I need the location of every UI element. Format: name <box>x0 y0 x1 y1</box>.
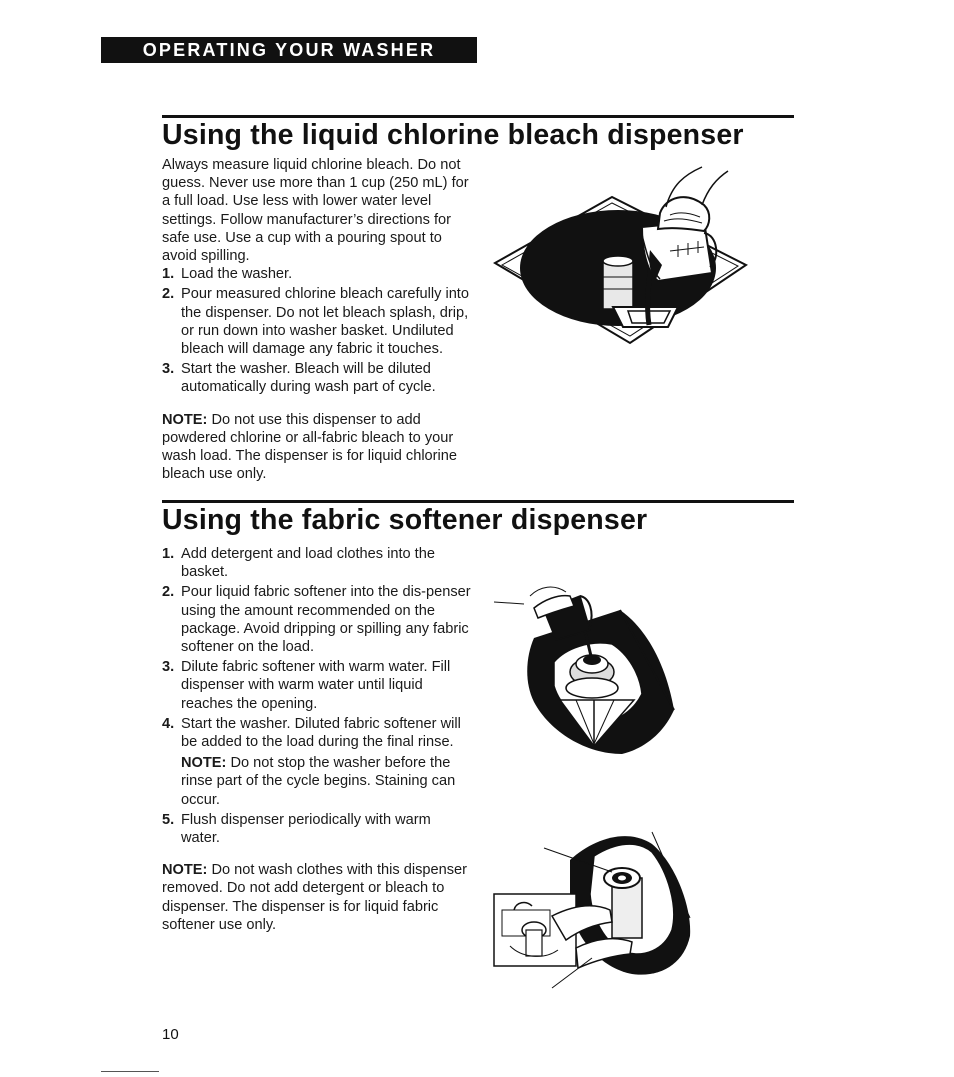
bleach-step <box>162 265 472 283</box>
softener-step <box>162 583 472 656</box>
step-number: 4. <box>162 715 175 732</box>
bleach-note <box>162 411 472 484</box>
softener-steps <box>162 545 472 847</box>
bleach-dispenser-illustration <box>490 155 760 360</box>
softener-section-title: Using the fabric softener dispenser <box>162 504 648 536</box>
bleach-section-title: Using the liquid chlorine bleach dispenser <box>162 119 744 151</box>
step-text: Add detergent and load clothes into the basket. <box>181 546 435 581</box>
softener-step <box>162 811 472 847</box>
step-number: 2. <box>162 286 175 303</box>
bleach-text-block <box>162 156 472 483</box>
step-4-note <box>181 754 472 809</box>
step-number: 1. <box>162 266 175 283</box>
step-text: Pour measured chlorine bleach carefully into the dispenser. Do not let bleach splash, drip, or run down into washer basket. Undiluted bleach will damage any fabric it touches. <box>181 286 469 358</box>
bottom-edge-mark <box>101 1071 159 1072</box>
step-number: 2. <box>162 584 175 601</box>
step-text: Start the washer. Diluted fabric softener will be added to the load during the final rinse. <box>181 715 461 751</box>
bleach-step <box>162 360 472 396</box>
step-text: Load the washer. <box>181 266 293 283</box>
step-text: Dilute fabric softener with warm water. Fill dispenser with warm water until liquid reaches the opening. <box>181 659 451 712</box>
section-header-bar <box>101 37 477 63</box>
section-header-label: OPERATING YOUR WASHER <box>142 40 436 60</box>
note-text: Do not stop the washer before the rinse part of the cycle begins. Staining can occur. <box>181 755 456 808</box>
step-text: Pour liquid fabric softener into the dis-penser using the amount recommended on the package. Avoid dripping or spilling any fabric softener on the load. <box>181 584 471 656</box>
bleach-step <box>162 285 472 358</box>
softener-step <box>162 658 472 713</box>
bleach-steps <box>162 265 472 396</box>
step-text: Flush dispenser periodically with warm water. <box>181 811 431 847</box>
step-text: Start the washer. Bleach will be diluted automatically during wash part of cycle. <box>181 361 436 396</box>
section-rule-softener <box>162 500 794 503</box>
note-label: NOTE: <box>162 862 208 879</box>
section-rule-bleach <box>162 115 794 118</box>
softener-text-block <box>162 545 472 934</box>
page-number: 10 <box>162 1026 179 1043</box>
softener-step <box>162 715 472 809</box>
softener-note <box>162 861 472 934</box>
step-number: 3. <box>162 361 175 378</box>
note-label: NOTE: <box>181 755 227 772</box>
note-label: NOTE: <box>162 411 208 428</box>
step-number: 5. <box>162 811 175 828</box>
step-number: 3. <box>162 659 175 676</box>
note-text: Do not wash clothes with this dispenser removed. Do not add detergent or bleach to dispenser. The dispenser is for liquid fabric softener use only. <box>162 862 467 933</box>
dispenser-removal-illustration <box>492 818 702 990</box>
softener-step <box>162 545 472 581</box>
fabric-softener-pour-illustration <box>494 582 684 762</box>
step-number: 1. <box>162 546 175 562</box>
note-text: Do not use this dispenser to add powdered chlorine or all-fabric bleach to your wash load. The dispenser is for liquid chlorine bleach use only. <box>162 411 458 483</box>
bleach-intro: Always measure liquid chlorine bleach. Do not guess. Never use more than 1 cup (250 mL) for a full load. Use less with lower water level settings. Follow manufacturer’s directions for safe use. Use a cup with a pouring spout to avoid spilling. <box>162 157 469 265</box>
